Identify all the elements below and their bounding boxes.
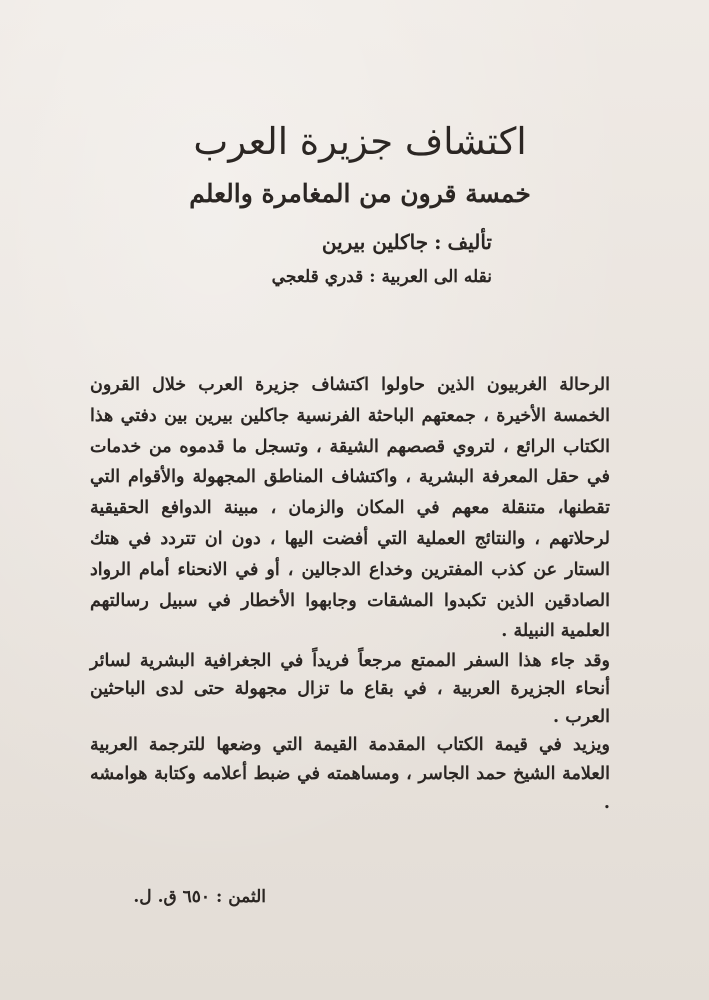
book-subtitle: خمسة قرون من المغامرة والعلم [189,178,531,208]
author-name: جاكلين بيرين [321,230,429,254]
author-credit [230,227,492,257]
author-label: تأليف [447,230,492,254]
description-paragraph: الرحالة الغربيون الذين حاولوا اكتشاف جزيرة العرب خلال القرون الخمسة الأخيرة ، جمعتهم الباحثة الفرنسية جاكلين بيرين بين دفتي هذا الكتاب الرائع ، لتروي قصصهم الشيقة ، وتسجل ما قدموه من خدمات في حقل المعرفة البشرية ، واكتشاف المناطق المجهولة والأقوام التي تقطنها، متنقلة معهم في المكان والزمان ، مبينة الدوافع الحقيقية لرحلاتهم ، والنتائج العملية التي أفضت اليها ، دون ان تتردد في هتك الستار عن كذب المفترين وخداع الدجالين ، أو في الانحناء أمام الرواد الصادقين الذين تكبدوا المشقات وجابهوا الأخطار في سبيل رسالتهم العلمية النبيلة . [90,375,610,642]
price-label: الثمن : [216,887,266,907]
translator-separator: : [369,267,376,287]
author-separator: : [434,230,442,254]
price-value: ٦٥٠ ق. ل. [133,887,210,907]
translator-name: قدري قلعجي [271,267,364,287]
description-paragraph: وقد جاء هذا السفر الممتع مرجعاً فريداً في الجغرافية البشرية لسائر أنحاء الجزيرة العربية ، في بقاع ما تزال مجهولة حتى لدى الباحثين العرب . [90,651,610,728]
book-title: اكتشاف جزيرة العرب [193,119,527,163]
book-description [90,370,610,818]
translator-label: نقله الى العربية [381,267,492,287]
price-line [96,884,266,910]
description-paragraph: ويزيد في قيمة الكتاب المقدمة القيمة التي وضعها للترجمة العربية العلامة الشيخ حمد الجاسر ، ومساهمته في ضبط أعلامه وكتابة هوامشه . [90,735,610,814]
translator-credit [240,263,492,291]
